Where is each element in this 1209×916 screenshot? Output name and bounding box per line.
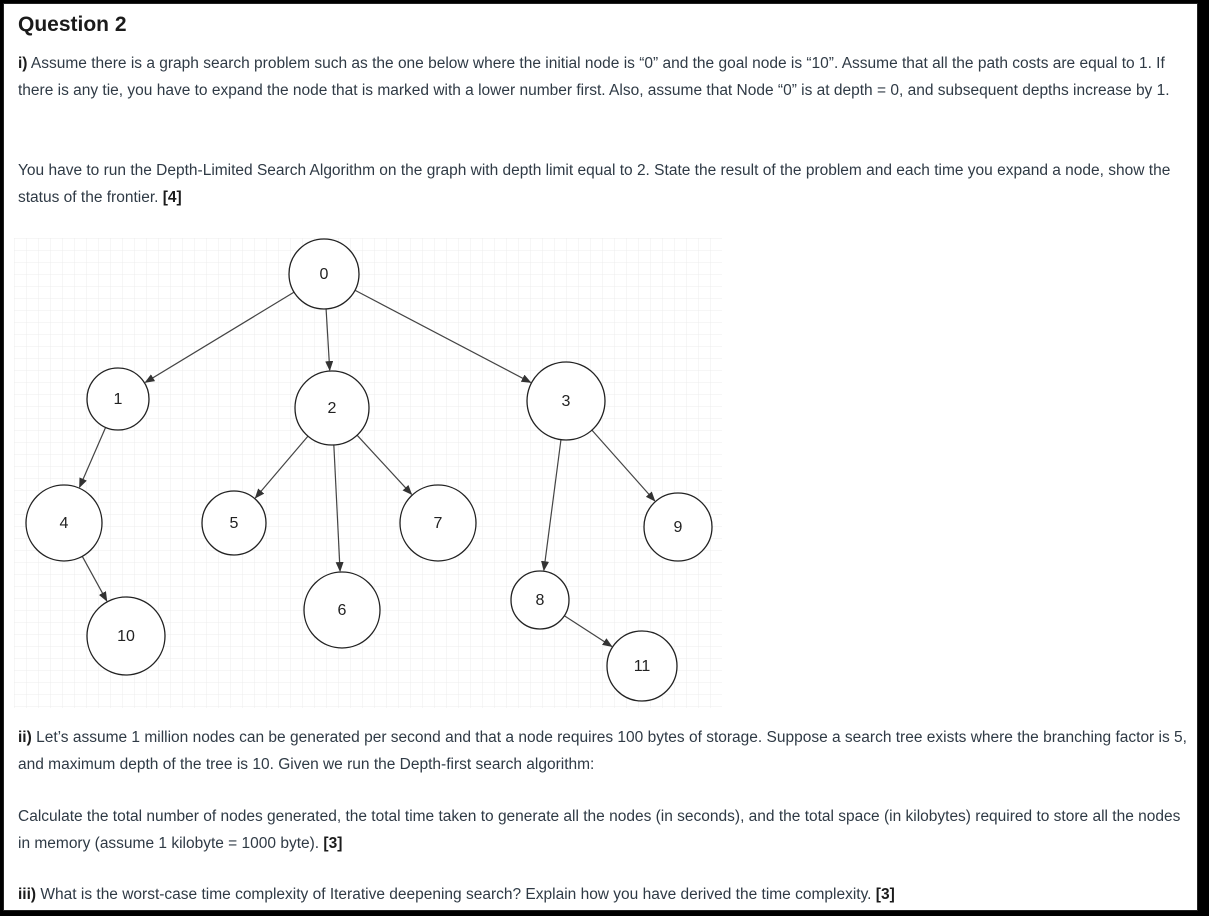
part1-instruction [18,157,1188,211]
node-label-2: 2 [327,400,337,417]
part1-paragraph [18,50,1188,104]
node-label-6: 6 [337,602,347,619]
question-title: Question 2 [18,13,127,36]
node-label-5: 5 [229,515,239,532]
node-label-7: 7 [433,515,443,532]
search-graph-diagram [14,238,722,708]
part1-text: Assume there is a graph search problem such as the one below where the initial node is “0” and the goal node is “10”. Assume that all the path costs are equal to 1. If there is any tie, you have to expand the node that is marked with a lower number first. Also, assume that Node “0” is at depth = 0, and subsequent depths increase by 1. [18,55,1170,99]
part3-label: iii) [18,886,37,903]
node-label-8: 8 [535,592,545,609]
part2-instruction [18,803,1188,857]
node-label-0: 0 [319,266,329,283]
node-label-4: 4 [59,515,69,532]
graph-node-3 [527,362,605,440]
part1-text2: You have to run the Depth-Limited Search Algorithm on the graph with depth limit equal to 2. State the result of the problem and each time you expand a node, show the status of the frontier. [18,162,1171,206]
graph-node-10 [87,597,165,675]
graph-node-7 [400,485,476,561]
part2-text: Let’s assume 1 million nodes can be generated per second and that a node requires 100 bytes of storage. Suppose a search tree exists where the branching factor is 5, and maximum depth of the tree is 10. Given we run the Depth-first search algorithm: [18,729,1187,773]
part2-label: ii) [18,729,32,746]
part2-paragraph [18,724,1188,778]
graph-node-1 [87,368,149,430]
graph-node-4 [26,485,102,561]
node-label-1: 1 [113,391,123,408]
graph-node-5 [202,491,266,555]
node-label-3: 3 [561,393,571,410]
question-page [3,3,1198,911]
node-label-9: 9 [673,519,683,536]
part3-paragraph [18,881,1188,908]
graph-node-6 [304,572,380,648]
graph-node-8 [511,571,569,629]
graph-node-0 [289,239,359,309]
graph-node-2 [295,371,369,445]
node-label-10: 10 [117,628,135,645]
part3-marks: [3] [875,886,895,903]
part3-text: What is the worst-case time complexity of Iterative deepening search? Explain how you have derived the time complexity. [36,886,876,903]
graph-node-9 [644,493,712,561]
graph-node-11 [607,631,677,701]
part1-label: i) [18,55,28,72]
node-label-11: 11 [633,658,651,675]
part1-marks: [4] [162,189,182,206]
part2-marks: [3] [323,835,343,852]
part2-text2: Calculate the total number of nodes generated, the total time taken to generate all the nodes (in seconds), and the total space (in kilobytes) required to store all the nodes in memory (assume 1 kilobyte = 1000 byte). [18,808,1181,852]
